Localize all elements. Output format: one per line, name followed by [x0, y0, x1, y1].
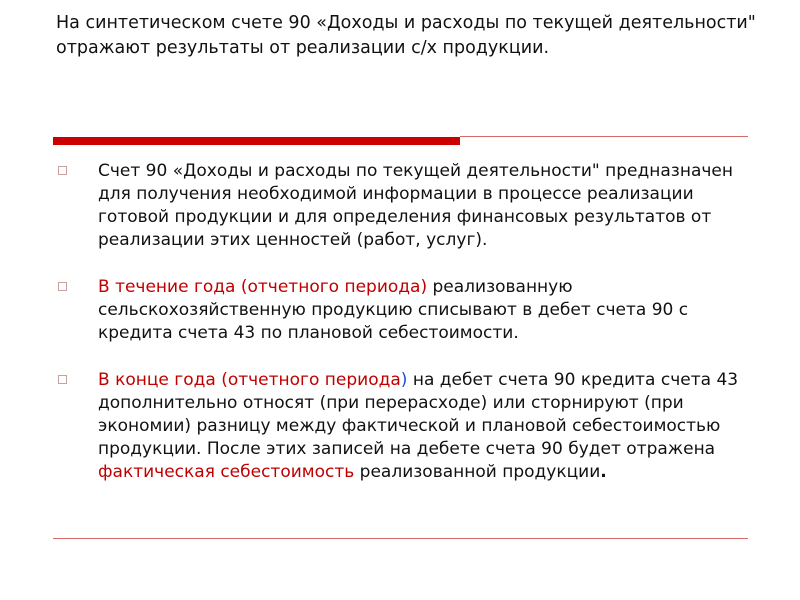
- square-bullet-icon: [58, 282, 67, 291]
- bullet-item: [55, 369, 755, 484]
- bullet-text: на дебет счета 90 кредита счета 43 дополнительно относят (при перерасходе) или сторнируют (при экономии) разницу между фактической и плановой себестоимостью продукции. После этих записей на дебете счета 90 будет отражена: [98, 370, 739, 459]
- bullet-highlight: В конце года (отчетного периода: [98, 370, 401, 390]
- square-bullet-icon: [58, 375, 67, 384]
- title-divider-thin: [460, 136, 748, 137]
- bullet-item: [55, 160, 755, 252]
- bottom-divider: [53, 538, 748, 539]
- bullet-highlight: В течение года (отчетного периода): [98, 277, 428, 297]
- bullet-list: [55, 160, 755, 484]
- bullet-highlight-2: фактическая себестоимость: [98, 462, 355, 482]
- bullet-text: реализованную сельскохозяйственную продукцию списывают в дебет счета 90 с кредита счета 43 по плановой себестоимости.: [98, 277, 689, 343]
- bullet-end: .: [600, 462, 607, 482]
- bullet-text: Счет 90 «Доходы и расходы по текущей деятельности" предназначен для получения необходимой информации в процессе реализации готовой продукции и для определения финансовых результатов от реализации этих ценностей (работ, услуг).: [98, 161, 733, 250]
- square-bullet-icon: [58, 166, 67, 175]
- title-divider-thick: [53, 137, 460, 145]
- bullet-item: [55, 276, 755, 345]
- bullet-text-2: реализованной продукции: [354, 462, 601, 482]
- slide-title: На синтетическом счете 90 «Доходы и расходы по текущей деятельности" отражают результаты от реализации с/х продукции.: [56, 13, 756, 58]
- bullet-paren: ): [400, 370, 408, 390]
